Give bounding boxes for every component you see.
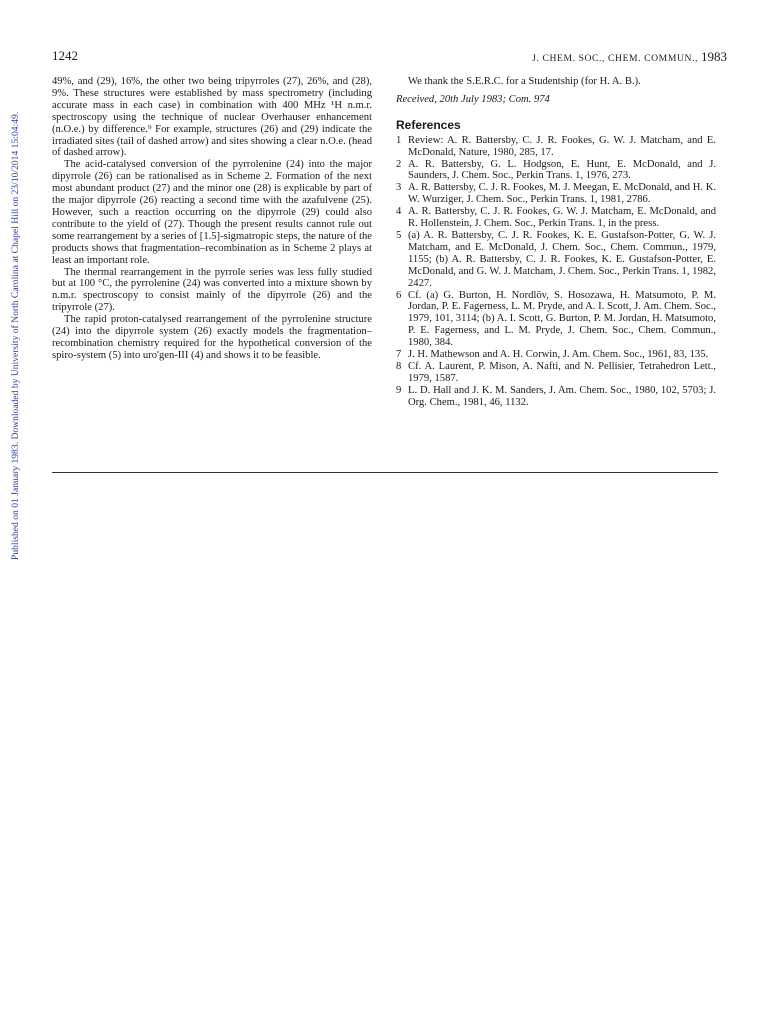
journal-name: J. CHEM. SOC., CHEM. COMMUN., bbox=[532, 53, 701, 64]
reference-text: J. H. Mathewson and A. H. Corwin, J. Am. Chem. Soc., 1961, 83, 135. bbox=[408, 349, 709, 361]
reference-text: A. R. Battersby, C. J. R. Fookes, G. W. J. Matcham, E. McDonald, and R. Hollenstein, J. Chem. Soc., Perkin Trans. 1, in the press. bbox=[408, 206, 716, 230]
reference-text: A. R. Battersby, C. J. R. Fookes, M. J. Meegan, E. McDonald, and H. K. W. Wurziger, J. Chem. Soc., Perkin Trans. 1, 1981, 2786. bbox=[408, 182, 716, 206]
reference-item bbox=[396, 159, 716, 183]
reference-number: 3 bbox=[396, 182, 402, 194]
reference-item bbox=[396, 135, 716, 159]
reference-text: Cf. (a) G. Burton, H. Nordlöv, S. Hosozawa, H. Matsumoto, P. M. Jordan, P. E. Fagerness, L. M. Pryde, and A. I. Scott, J. Am. Chem. Soc., 1979, 101, 3114; (b) A. I. Scott, G. Burton, P. M. Jordan, H. Matsumoto, P. E. Fagerness, and L. M. Pryde, J. Chem. Soc., Chem. Commun., 1980, 384. bbox=[408, 289, 716, 349]
reference-item bbox=[396, 230, 716, 290]
reference-number: 9 bbox=[396, 384, 402, 396]
references-heading: References bbox=[396, 117, 461, 132]
reference-item bbox=[396, 182, 716, 206]
running-head bbox=[532, 49, 727, 65]
reference-item bbox=[396, 290, 716, 350]
reference-item bbox=[396, 385, 716, 409]
journal-year: 1983 bbox=[701, 49, 727, 64]
reference-number: 7 bbox=[396, 349, 402, 361]
reference-item bbox=[396, 206, 716, 230]
bottom-rule bbox=[52, 472, 718, 473]
paragraph: The acid-catalysed conversion of the pyrrolenine (24) into the major dipyrrole (26) can be rationalised as in Scheme 2. Formation of the next most abundant product (27) and the minor one (28) is explicable by part of the major dipyrrole (26) reacting a second time with the azafulvene (25). However, such a reaction occurring on the dipyrrole (29) could also contribute to the yield of (27). Though the present results cannot rule out some rearrangement by a series of [1.5]-sigmatropic steps, the nature of the products shows that fragmentation–recombination as in Scheme 2 plays at least an important role. bbox=[52, 159, 372, 266]
download-stamp bbox=[0, 0, 20, 660]
reference-text: Review: A. R. Battersby, C. J. R. Fookes, G. W. J. Matcham, and E. McDonald, Nature, 1980, 285, 17. bbox=[408, 134, 716, 158]
download-stamp-text: Published on 01 January 1983. Downloaded by University of North Carolina at Chapel Hill on 23/10/2014 15:04:49. bbox=[10, 111, 21, 560]
reference-number: 2 bbox=[396, 158, 402, 170]
reference-number: 1 bbox=[396, 134, 402, 146]
received-date: Received, 20th July 1983; Com. 974 bbox=[396, 93, 550, 105]
reference-text: A. R. Battersby, G. L. Hodgson, E. Hunt, E. McDonald, and J. Saunders, J. Chem. Soc., Perkin Trans. 1, 1976, 273. bbox=[408, 158, 716, 182]
reference-number: 4 bbox=[396, 206, 402, 218]
reference-text: (a) A. R. Battersby, C. J. R. Fookes, K. E. Gustafson-Potter, G. W. J. Matcham, and E. McDonald, J. Chem. Soc., Chem. Commun., 1979, 1155; (b) A. R. Battersby, C. J. R. Fookes, K. E. Gustafson-Potter, E. McDonald, and G. W. J. Matcham, J. Chem. Soc., Perkin Trans. 1, 1982, 2427. bbox=[408, 229, 716, 289]
right-column bbox=[396, 76, 716, 409]
acknowledgement: We thank the S.E.R.C. for a Studentship (for H. A. B.). bbox=[408, 76, 641, 87]
reference-list bbox=[396, 135, 716, 409]
reference-number: 6 bbox=[396, 289, 402, 301]
reference-number: 5 bbox=[396, 229, 402, 241]
left-column bbox=[52, 76, 372, 362]
page-number: 1242 bbox=[52, 48, 78, 63]
paragraph: The rapid proton-catalysed rearrangement of the pyrrolenine structure (24) into the dipyrrole system (26) exactly models the fragmentation–recombination chemistry required for the hypothetical conversion of the spiro-system (5) into uro'gen-III (4) and shows it to be feasible. bbox=[52, 314, 372, 361]
reference-text: L. D. Hall and J. K. M. Sanders, J. Am. Chem. Soc., 1980, 102, 5703; J. Org. Chem., 1981, 46, 1132. bbox=[408, 384, 716, 408]
reference-text: Cf. A. Laurent, P. Mison, A. Nafti, and N. Pellisier, Tetrahedron Lett., 1979, 1587. bbox=[408, 360, 716, 384]
reference-item bbox=[396, 361, 716, 385]
paragraph: The thermal rearrangement in the pyrrole series was less fully studied but at 100 °C, the pyrrolenine (24) was converted into a mixture shown by n.m.r. spectroscopy to consist mainly of the dipyrrole (26) and the tripyrrole (27). bbox=[52, 266, 372, 314]
paragraph: 49%, and (29), 16%, the other two being tripyrroles (27), 26%, and (28), 9%. These structures were established by mass spectrometry (including accurate mass in each case) in combination with 400 MHz ¹H n.m.r. spectroscopy using the technique of nuclear Overhauser enhancement (n.O.e.) by difference.⁹ For example, structures (26) and (29) indicate the irradiated sites (tail of dashed arrow) and sites showing a clear n.O.e. (head of dashed arrow). bbox=[52, 76, 372, 159]
reference-number: 8 bbox=[396, 360, 402, 372]
reference-item bbox=[396, 349, 716, 361]
